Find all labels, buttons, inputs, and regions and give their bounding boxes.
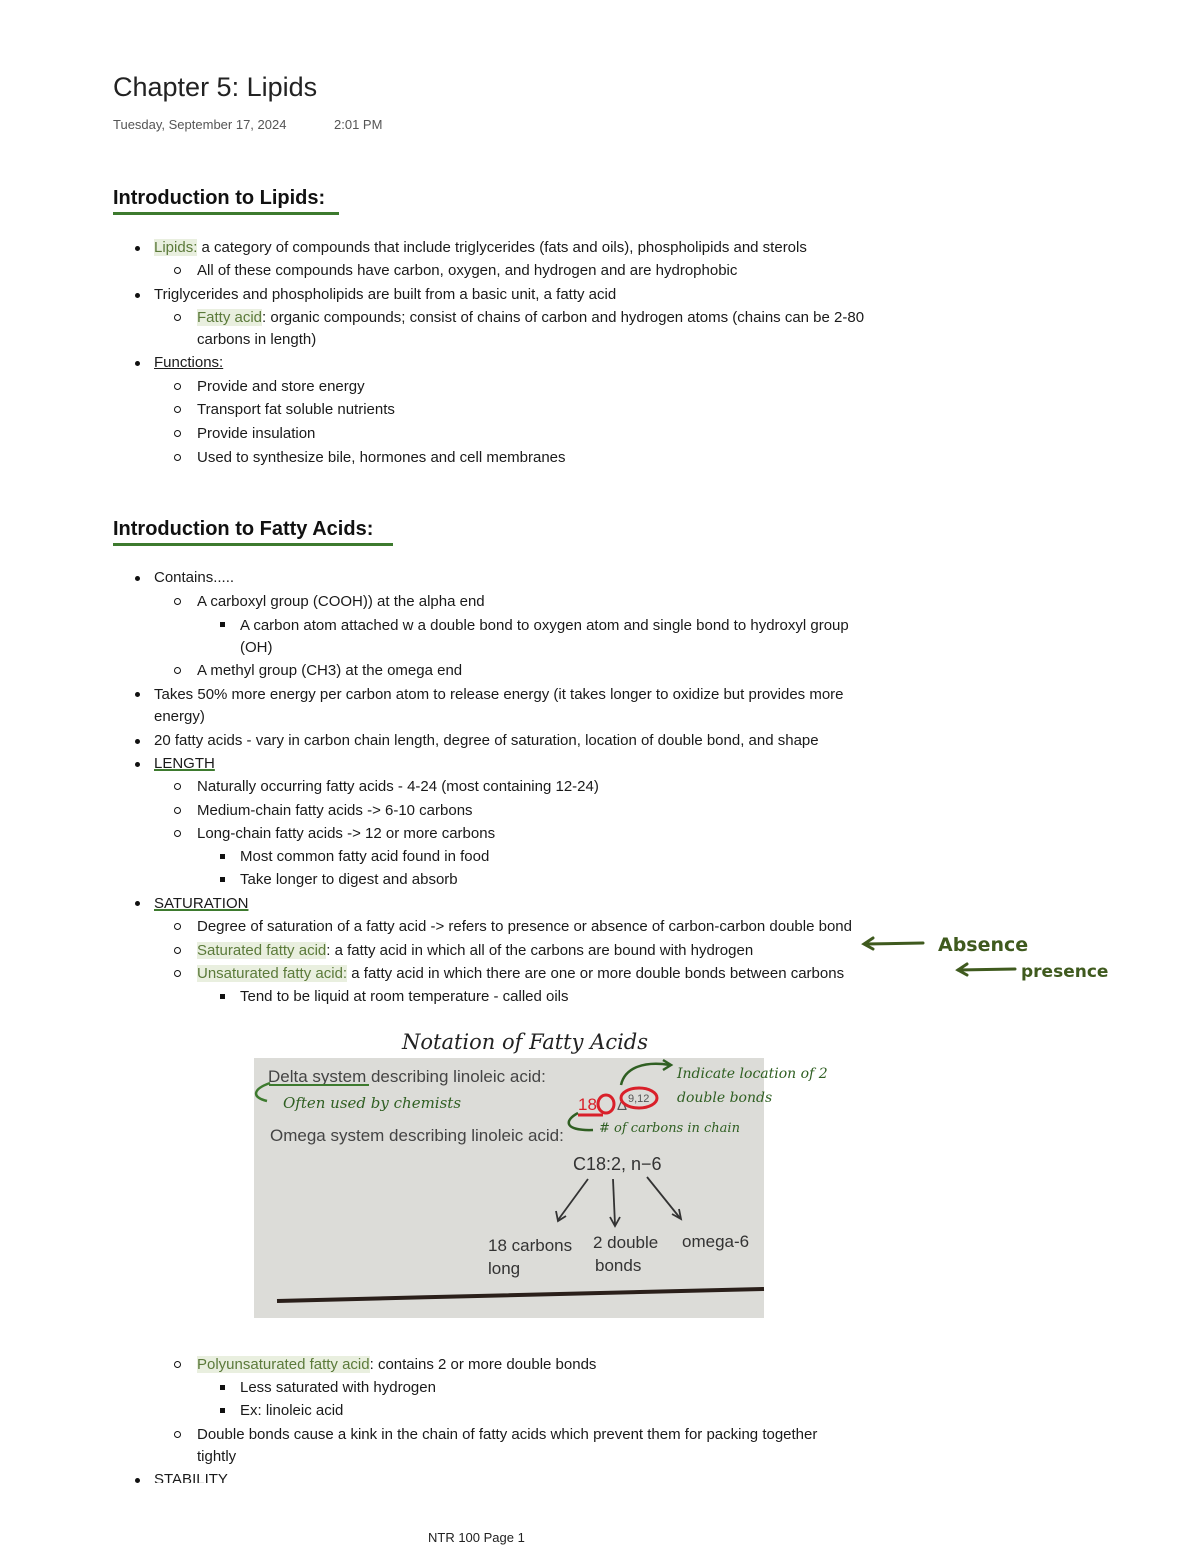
bullet <box>135 293 140 298</box>
list-item: Naturally occurring fatty acids - 4-24 (most containing 12-24) <box>197 778 599 795</box>
bullet <box>174 970 181 977</box>
arrow-carbons <box>558 1179 588 1220</box>
bullet <box>174 454 181 461</box>
saturation-label: SATURATION <box>154 895 249 912</box>
stability-label: STABILITY <box>154 1471 228 1483</box>
arrow-line <box>865 943 923 944</box>
list-item: Ex: linoleic acid <box>240 1402 344 1419</box>
bullet <box>174 598 181 605</box>
bullet <box>174 406 181 413</box>
list-item: Takes 50% more energy per carbon atom to release energy (it takes longer to oxidize but provides more <box>154 686 844 703</box>
list-item-continued: energy) <box>154 708 205 725</box>
notation-18: 18 <box>578 1095 597 1114</box>
heading-underline <box>113 212 339 215</box>
bullet <box>174 430 181 437</box>
delta-system-label: Delta system describing linoleic acid: <box>268 1067 546 1086</box>
length-label: LENGTH <box>154 755 215 772</box>
bullet <box>174 830 181 837</box>
list-item: Degree of saturation of a fatty acid -> refers to presence or absence of carbon-carbon double bond <box>197 918 852 935</box>
list-item: All of these compounds have carbon, oxygen, and hydrogen and are hydrophobic <box>197 262 738 279</box>
carbons-note: # of carbons in chain <box>599 1121 740 1136</box>
bullet <box>220 622 225 627</box>
list-item-continued: tightly <box>197 1448 237 1465</box>
arrow-line <box>958 969 1015 970</box>
bullet <box>135 361 140 366</box>
list-item: Triglycerides and phospholipids are built from a basic unit, a fatty acid <box>154 286 617 303</box>
page-footer: NTR 100 Page 1 <box>428 1530 525 1545</box>
list-item: Take longer to digest and absorb <box>240 871 458 888</box>
bullet <box>220 854 225 859</box>
section-heading-lipids: Introduction to Lipids: <box>113 187 326 209</box>
bullet <box>135 901 140 906</box>
bullet <box>135 576 140 581</box>
heading-underline <box>113 543 393 546</box>
list-item-continued: carbons in length) <box>197 331 317 348</box>
presence-note: presence <box>1021 962 1109 982</box>
bullet <box>174 383 181 390</box>
bullet <box>174 314 181 321</box>
chemists-note: Often used by chemists <box>283 1094 462 1112</box>
list-item: Fatty acid: organic compounds; consist of chains of carbon and hydrogen atoms (chains can be 2-80 <box>197 309 865 326</box>
label-omega: omega-6 <box>682 1232 750 1251</box>
list-item: Double bonds cause a kink in the chain of fatty acids which prevent them for packing together <box>197 1426 818 1443</box>
bullet <box>135 1478 140 1483</box>
notation-delta: Δ <box>617 1097 628 1114</box>
list-item: Provide insulation <box>197 425 316 442</box>
label-double-a: 2 double <box>593 1233 659 1252</box>
list-item: Saturated fatty acid: a fatty acid in which all of the carbons are bound with hydrogen <box>197 942 754 959</box>
figure-divider <box>277 1289 764 1301</box>
bullet <box>135 739 140 744</box>
bullet <box>220 877 225 882</box>
circle-annotation <box>598 1095 614 1113</box>
list-item: A methyl group (CH3) at the omega end <box>197 662 463 679</box>
section-heading-fatty-acids: Introduction to Fatty Acids: <box>113 518 374 540</box>
bullet <box>220 994 225 999</box>
functions-label: Functions: <box>154 354 224 371</box>
bullet <box>220 1408 225 1413</box>
list-item: 20 fatty acids - vary in carbon chain length, degree of saturation, location of double bond, and shape <box>154 732 819 749</box>
list-item: Less saturated with hydrogen <box>240 1379 436 1396</box>
bullet <box>135 246 140 251</box>
bullet <box>135 692 140 697</box>
bullet <box>174 1431 181 1438</box>
bullet <box>174 947 181 954</box>
list-item: Unsaturated fatty acid: a fatty acid in which there are one or more double bonds between carbons <box>197 965 845 982</box>
notation-912: 9,12 <box>628 1093 650 1105</box>
absence-note: Absence <box>938 934 1029 956</box>
list-item: A carbon atom attached w a double bond to oxygen atom and single bond to hydroxyl group <box>240 617 849 634</box>
label-carbons-b: long <box>488 1259 521 1278</box>
list-item: Contains..... <box>154 569 235 586</box>
list-item: Long-chain fatty acids -> 12 or more carbons <box>197 825 496 842</box>
list-item: A carboxyl group (COOH)) at the alpha end <box>197 593 485 610</box>
list-item: Most common fatty acid found in food <box>240 848 490 865</box>
page-title: Chapter 5: Lipids <box>113 72 318 102</box>
page-time: 2:01 PM <box>334 117 383 132</box>
list-item: Lipids: a category of compounds that include triglycerides (fats and oils), phospholipids and sterols <box>154 239 807 256</box>
list-item: Medium-chain fatty acids -> 6-10 carbons <box>197 802 473 819</box>
bullet <box>174 667 181 674</box>
bullet <box>174 923 181 930</box>
arrow-omega <box>647 1177 680 1218</box>
page-date: Tuesday, September 17, 2024 <box>113 117 287 132</box>
handwritten-annotations <box>855 925 1125 990</box>
bullet <box>174 783 181 790</box>
label-double-b: bonds <box>595 1256 642 1275</box>
arrow-double <box>613 1179 615 1225</box>
indicate-arrow <box>621 1064 670 1085</box>
list-item: Used to synthesize bile, hormones and cell membranes <box>197 449 566 466</box>
list-item-continued: (OH) <box>240 639 273 656</box>
figure-title: Notation of Fatty Acids <box>402 1030 649 1054</box>
list-item: Provide and store energy <box>197 378 365 395</box>
list-item: Transport fat soluble nutrients <box>197 401 395 418</box>
bullet <box>135 762 140 767</box>
omega-notation: C18:2, n−6 <box>573 1154 662 1174</box>
indicate-note-line2: double bonds <box>677 1090 773 1106</box>
bullet <box>174 1361 181 1368</box>
bullet <box>174 807 181 814</box>
list-item: Polyunsaturated fatty acid: contains 2 or more double bonds <box>197 1356 597 1373</box>
bullet <box>220 1385 225 1390</box>
label-carbons-a: 18 carbons <box>488 1236 573 1255</box>
notation-figure-overlay <box>245 1055 845 1325</box>
indicate-note-line1: Indicate location of 2 <box>677 1066 828 1082</box>
list-item: Tend to be liquid at room temperature - called oils <box>240 988 569 1005</box>
bullet <box>174 267 181 274</box>
omega-system-label: Omega system describing linoleic acid: <box>270 1126 564 1145</box>
